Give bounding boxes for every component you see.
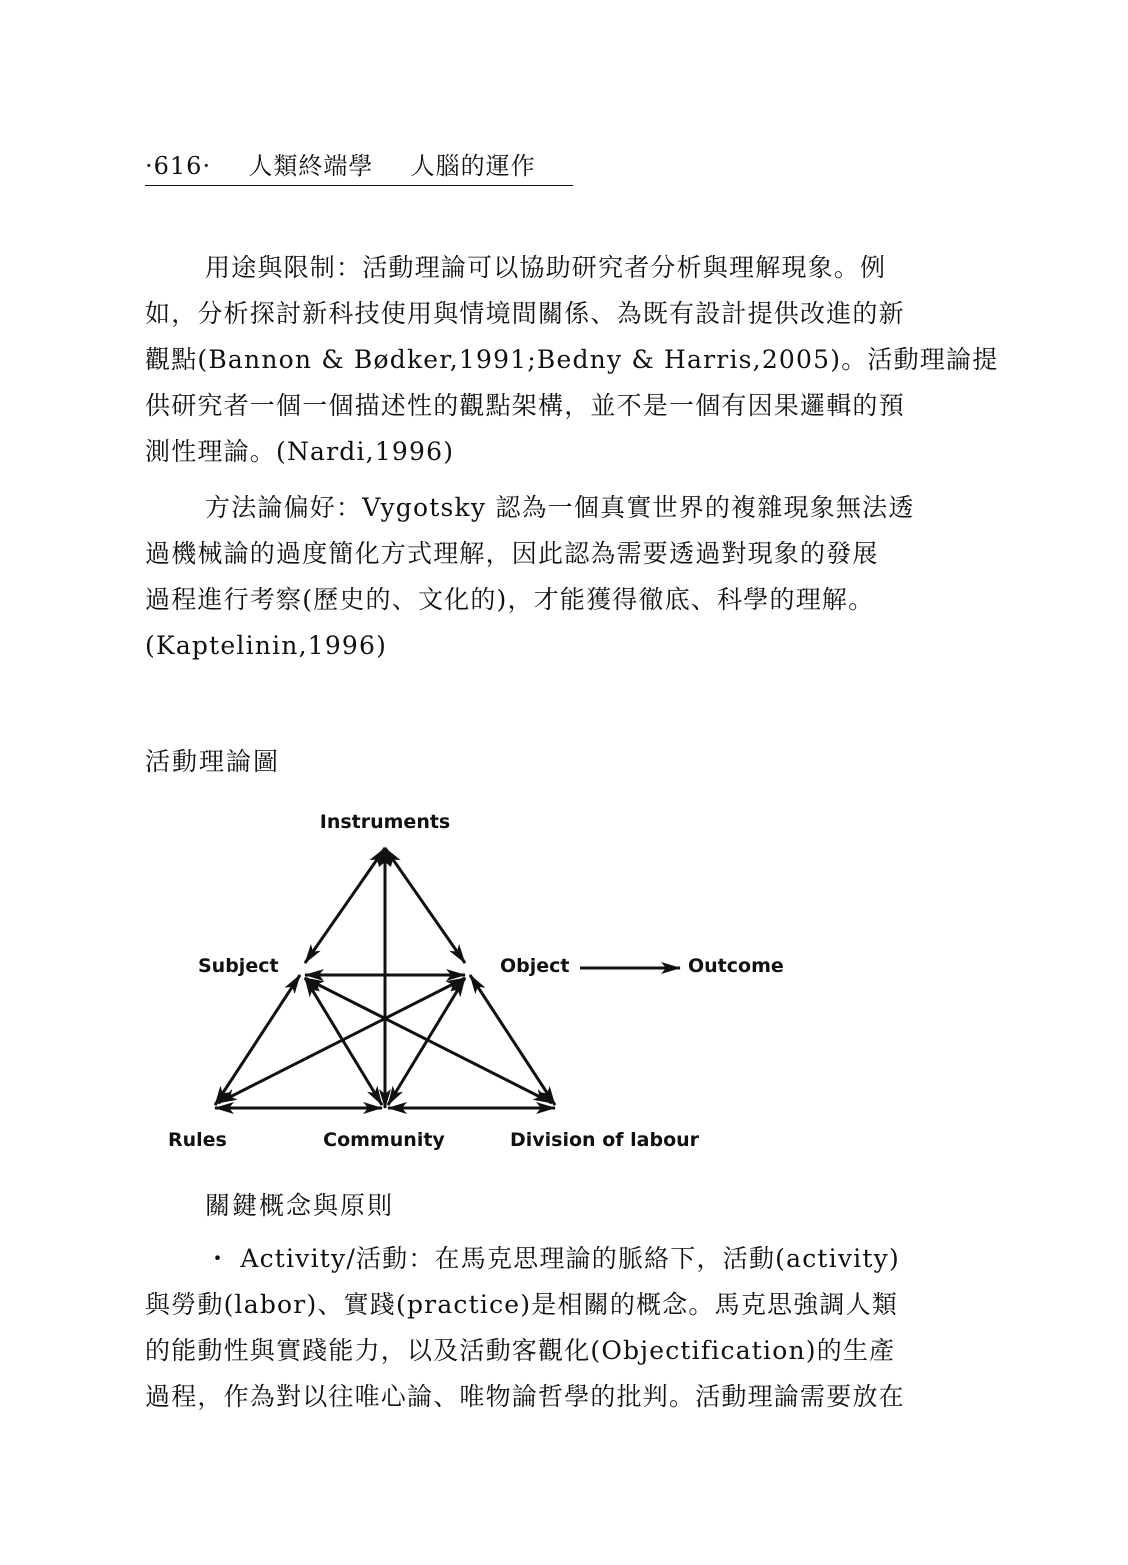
paragraph-line: 過程，作為對以往唯心論、唯物論哲學的批判。活動理論需要放在: [145, 1382, 905, 1411]
edge-instruments-subject: [305, 848, 385, 963]
edge-subject-rules: [215, 975, 300, 1105]
node-community: Community: [323, 1129, 445, 1151]
paragraph-line: ・ Activity/活動：在馬克思理論的脈絡下，活動(activity): [205, 1244, 900, 1273]
node-division-of-labour: Division of labour: [510, 1129, 700, 1151]
node-rules: Rules: [168, 1129, 227, 1151]
paragraph-uses-limitations: [145, 245, 999, 475]
paragraph-methodology: [145, 485, 985, 669]
node-outcome: Outcome: [688, 955, 784, 977]
paragraph-line: 過程進行考察(歷史的、文化的)，才能獲得徹底、科學的理解。: [145, 585, 875, 614]
paragraph-line: (Kaptelinin,1996): [145, 631, 388, 660]
edge-object-division: [470, 975, 555, 1105]
paragraph-line: 與勞動(labor)、實踐(practice)是相關的概念。馬克思強調人類: [145, 1290, 899, 1319]
key-concepts-heading: 關鍵概念與原則: [205, 1191, 395, 1220]
paragraph-line: 測性理論。(Nardi,1996): [145, 437, 455, 466]
edge-instruments-object: [385, 848, 465, 963]
activity-theory-diagram: [150, 800, 790, 1160]
paragraph-line: 用途與限制：活動理論可以協助研究者分析與理解現象。例: [205, 253, 887, 282]
paragraph-line: 過機械論的過度簡化方式理解，因此認為需要透過對現象的發展: [145, 539, 879, 568]
paragraph-line: 的能動性與實踐能力，以及活動客觀化(Objectification)的生產: [145, 1336, 896, 1365]
paragraph-line: 觀點(Bannon & Bødker,1991;Bedny & Harris,2005)。活動理論提: [145, 345, 999, 374]
running-header: [145, 146, 573, 186]
page-number: ·616·: [145, 152, 212, 180]
node-subject: Subject: [198, 955, 279, 977]
paragraph-line: 如，分析探討新科技使用與情境間關係、為既有設計提供改進的新: [145, 299, 905, 328]
paragraph-activity-concept: [145, 1236, 985, 1420]
paragraph-line: 供研究者一個一個描述性的觀點架構，並不是一個有因果邏輯的預: [145, 391, 905, 420]
chapter-title: 人腦的運作: [410, 152, 536, 180]
paragraph-line: 方法論偏好：Vygotsky 認為一個真實世界的複雜現象無法透: [205, 493, 915, 522]
node-instruments: Instruments: [319, 811, 451, 833]
book-title: 人類終端學: [248, 152, 374, 180]
node-object: Object: [500, 955, 570, 977]
figure-title: 活動理論圖: [145, 747, 281, 776]
